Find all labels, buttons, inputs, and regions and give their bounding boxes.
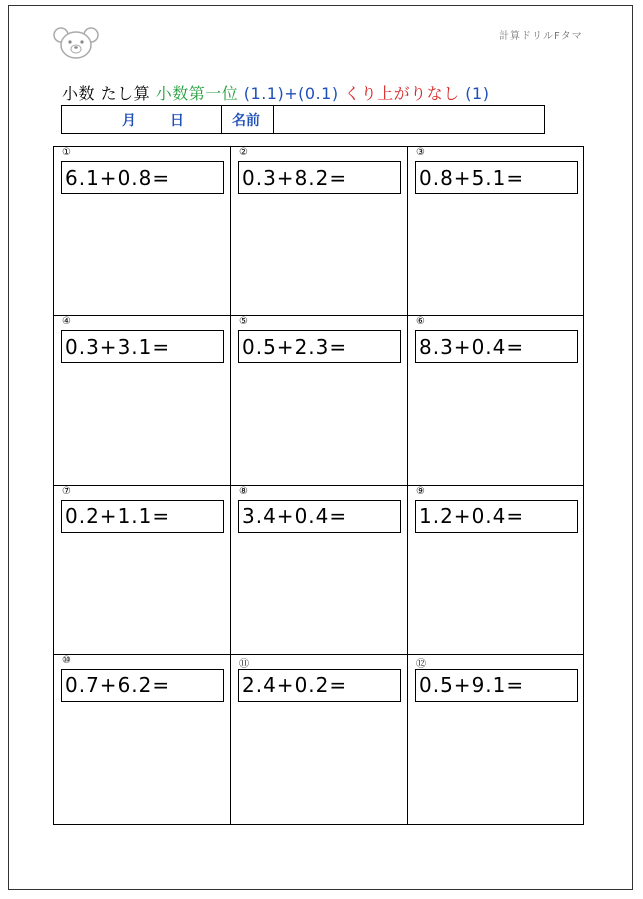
- problem-cell[interactable]: [231, 486, 408, 655]
- problem-number: ②: [239, 147, 248, 158]
- problem-number: ⑨: [416, 485, 425, 497]
- problem-cell[interactable]: [408, 316, 583, 485]
- problem-expression: 8.3+0.4=: [415, 330, 578, 363]
- date-name-box: [61, 105, 545, 134]
- problem-cell[interactable]: [231, 147, 408, 316]
- problem-cell[interactable]: [231, 655, 408, 824]
- problem-number: ⑦: [62, 485, 71, 497]
- problem-number: ④: [62, 316, 71, 328]
- problem-cell[interactable]: [231, 316, 408, 485]
- problem-cell[interactable]: [54, 486, 231, 655]
- month-label: 月: [122, 112, 136, 129]
- problem-number: ③: [416, 147, 425, 158]
- name-field[interactable]: [274, 106, 544, 133]
- problem-cell[interactable]: [408, 147, 583, 316]
- title-pattern: (1.1)+(0.1): [243, 84, 339, 103]
- problem-expression: 0.5+2.3=: [238, 330, 401, 363]
- problem-expression: 0.8+5.1=: [415, 161, 578, 194]
- problem-expression: 0.3+8.2=: [238, 161, 401, 194]
- title-condition: くり上がりなし: [344, 84, 460, 103]
- problem-number: ⑫: [416, 658, 426, 670]
- problem-cell[interactable]: [408, 486, 583, 655]
- bear-logo-icon: [52, 26, 100, 62]
- problem-expression: 0.5+9.1=: [415, 669, 578, 702]
- problem-cell[interactable]: [54, 655, 231, 824]
- problem-grid: [53, 146, 584, 825]
- problem-cell[interactable]: [54, 147, 231, 316]
- worksheet-title: [62, 81, 489, 104]
- problem-expression: 6.1+0.8=: [61, 161, 224, 194]
- title-topic: 小数 たし算: [62, 84, 151, 103]
- title-level: 小数第一位: [155, 84, 239, 103]
- problem-number: ⑪: [239, 658, 249, 670]
- problem-expression: 2.4+0.2=: [238, 669, 401, 702]
- problem-expression: 0.7+6.2=: [61, 669, 224, 702]
- title-sheet-number: (1): [465, 84, 490, 103]
- problem-cell[interactable]: [408, 655, 583, 824]
- problem-expression: 0.2+1.1=: [61, 500, 224, 533]
- problem-expression: 3.4+0.4=: [238, 500, 401, 533]
- problem-expression: 0.3+3.1=: [61, 330, 224, 363]
- problem-cell[interactable]: [54, 316, 231, 485]
- date-field[interactable]: [62, 106, 222, 133]
- name-label: 名前: [222, 106, 274, 133]
- problem-expression: 1.2+0.4=: [415, 500, 578, 533]
- problem-number: ①: [62, 147, 71, 158]
- problem-number: ⑥: [416, 316, 425, 328]
- brand-text: 計算ドリルFタマ: [499, 31, 583, 42]
- problem-number: ⑧: [239, 485, 248, 497]
- day-label: 日: [170, 112, 184, 129]
- problem-number: ⑩: [62, 654, 71, 666]
- problem-number: ⑤: [239, 316, 248, 328]
